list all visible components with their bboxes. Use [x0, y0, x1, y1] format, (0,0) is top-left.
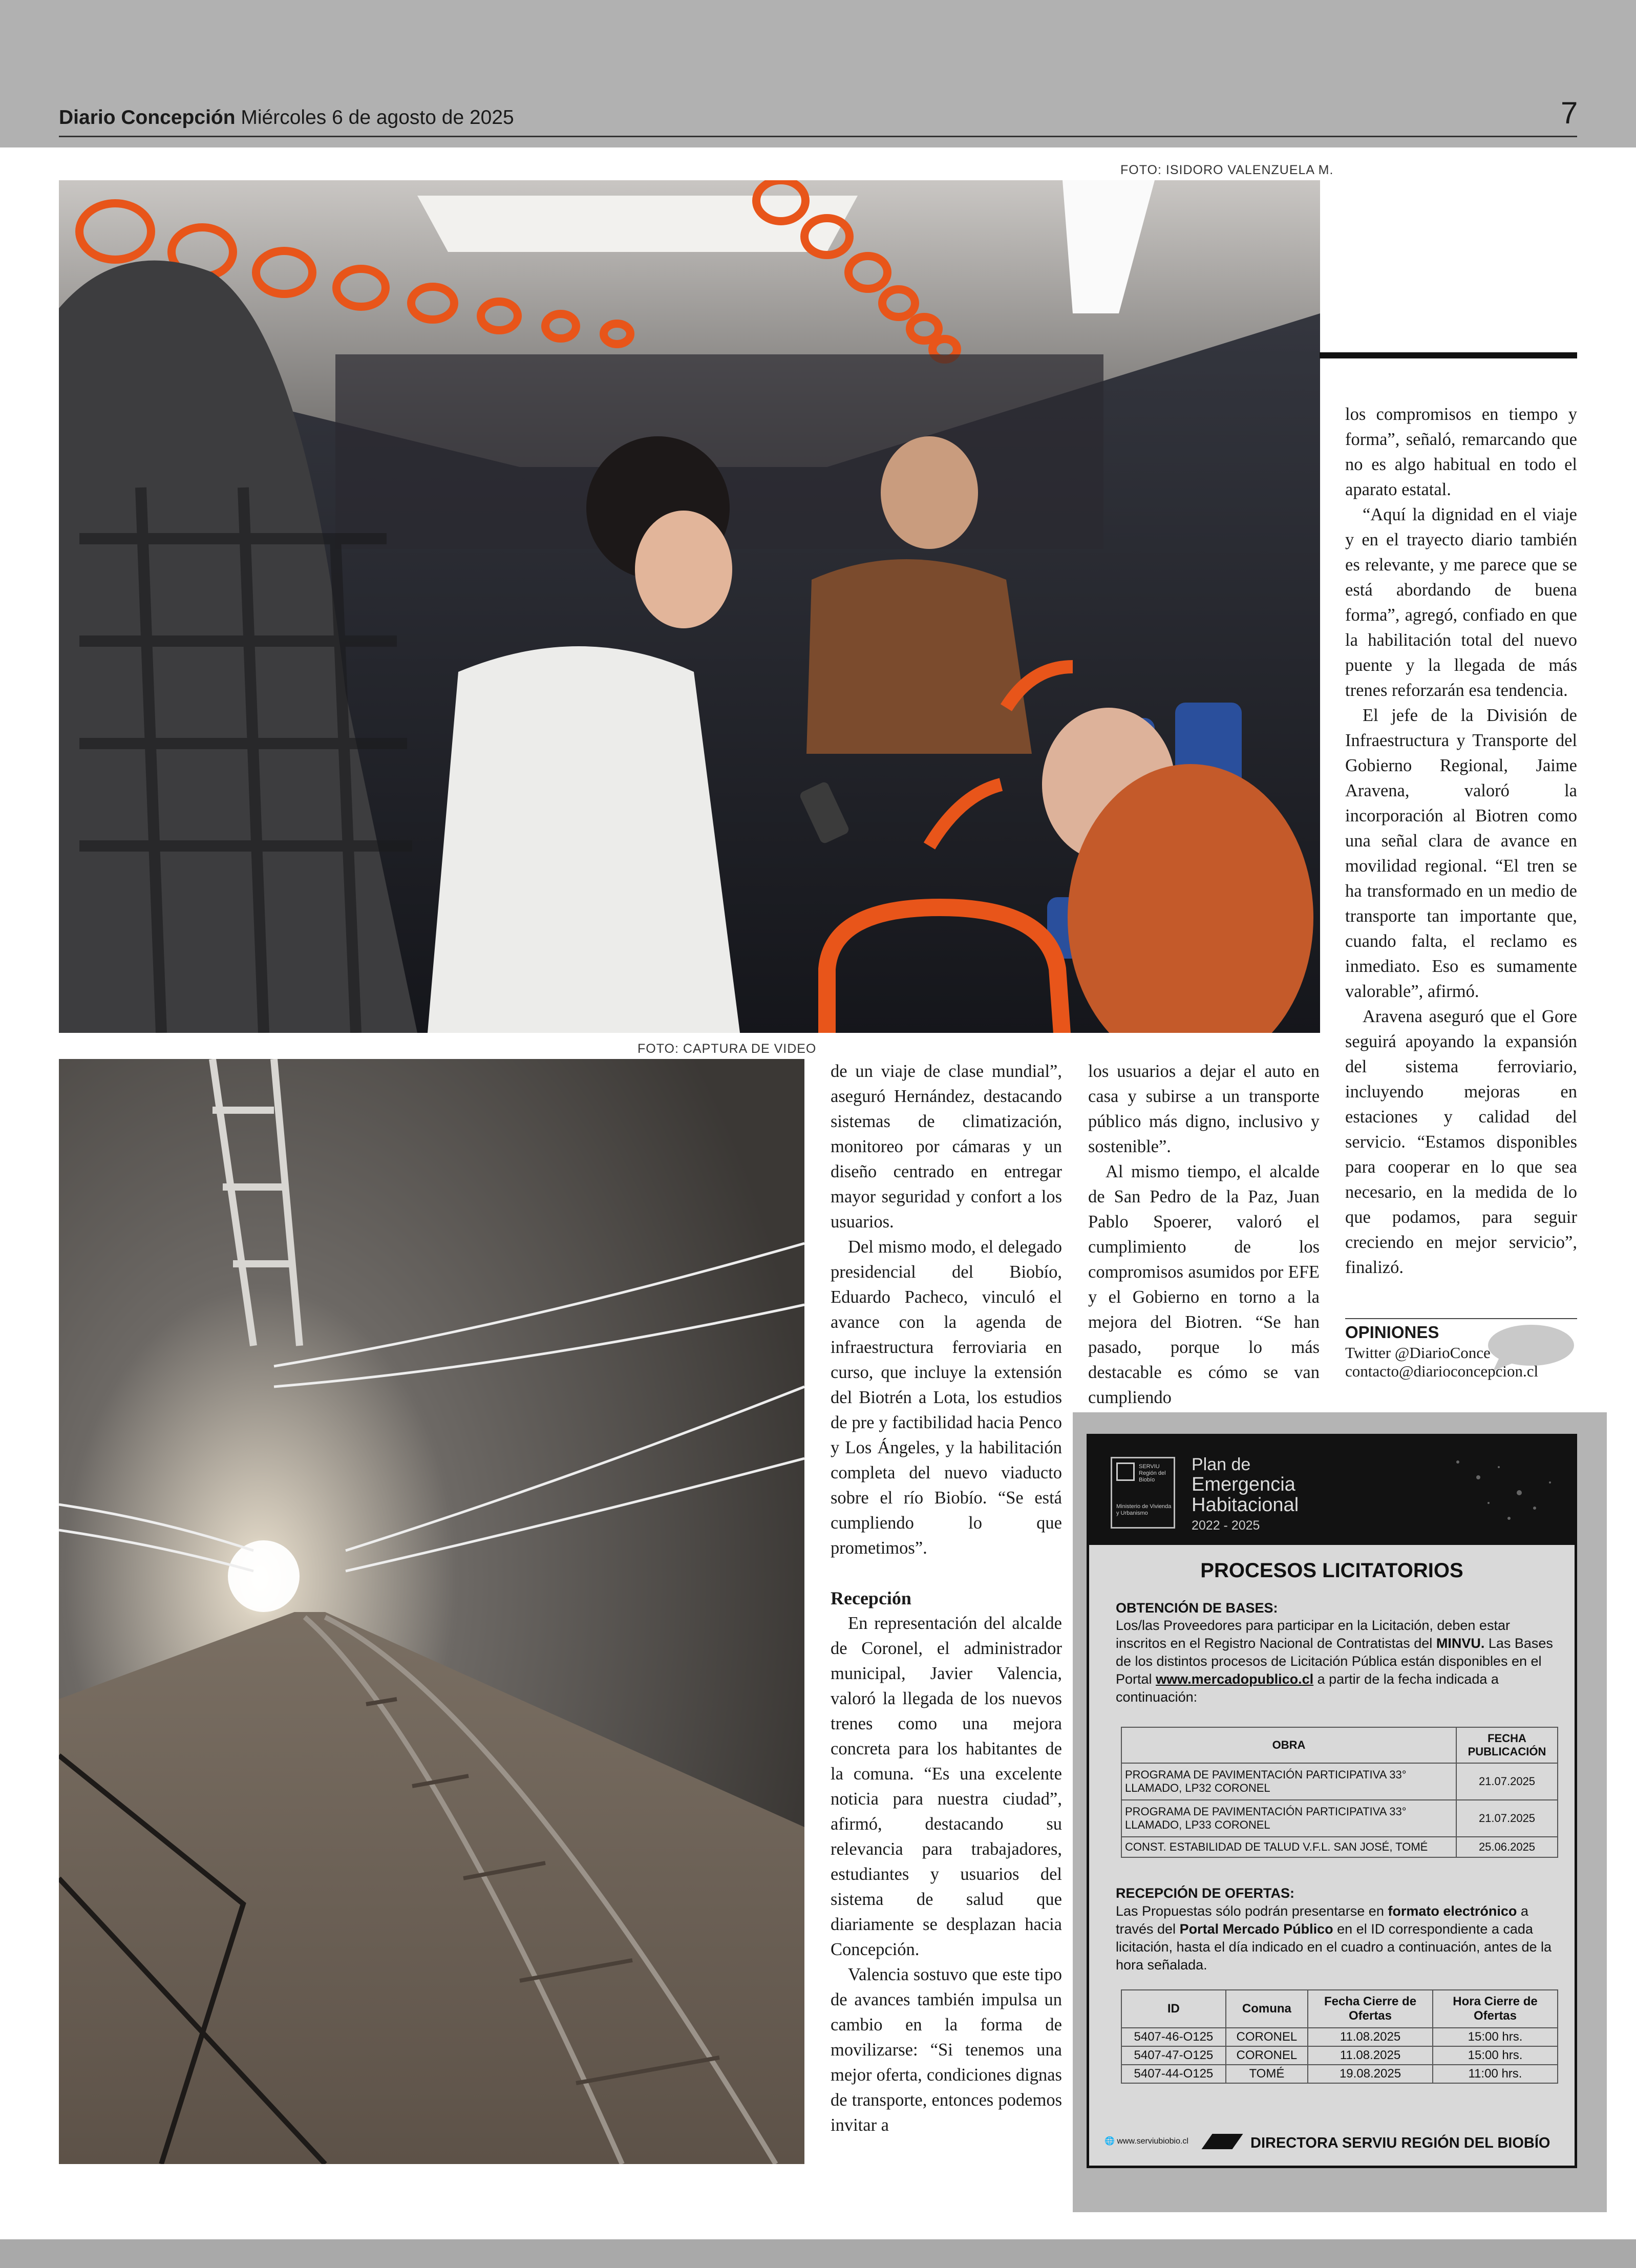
- issue-date: Miércoles 6 de agosto de 2025: [241, 107, 514, 129]
- twitter-handle[interactable]: Twitter @DiarioConce: [1345, 1344, 1491, 1362]
- opiniones-rule: [1345, 1318, 1577, 1319]
- table-row: CONST. ESTABILIDAD DE TALUD V.F.L. SAN JOSÉ, TOMÉ 25.06.2025: [1121, 1837, 1558, 1857]
- table-row: 5407-46-O125 CORONEL 11.08.2025 15:00 hrs.: [1121, 2028, 1558, 2046]
- bases-text: Los/las Proveedores para participar en la Licitación, deben estar inscritos en el Registro Nacional de Contratistas del MINVU. Las Bases de los distintos procesos de Licitación Pública están disponibles en el Portal www.mercadopublico.cl a partir de la fecha indicada a continuación:: [1116, 1618, 1553, 1705]
- paragraph: El jefe de la División de Infraestructura y Transporte del Gobierno Regional, Jaime Aravena, valoró la incorporación al Biotren como una señal clara de avance en movilidad regional. “El tren se ha transformado en un medio de transporte tan importante que, cuando falta, el reclamo es inmediato. Eso es sumamente valorable”, afirmó.: [1345, 706, 1577, 1001]
- ofertas-title: RECEPCIÓN DE OFERTAS:: [1116, 1885, 1295, 1901]
- logo-bottom-text: Ministerio de Vivienda y Urbanismo: [1116, 1503, 1172, 1516]
- bottom-photo-credit: FOTO: CAPTURA DE VIDEO: [638, 1042, 817, 1056]
- serviu-url[interactable]: 🌐 www.serviubiobio.cl: [1104, 2137, 1188, 2146]
- paper-name: Diario Concepción: [59, 107, 236, 129]
- page-header: [59, 107, 514, 129]
- table-row: PROGRAMA DE PAVIMENTACIÓN PARTICIPATIVA 33° LLAMADO, LP33 CORONEL 21.07.2025: [1121, 1800, 1558, 1837]
- contact-email[interactable]: contacto@diarioconcepcion.cl: [1345, 1362, 1539, 1380]
- paragraph: Aravena aseguró que el Gore seguirá apoyando la expansión del sistema ferroviario, incluyendo mejoras en estaciones y calidad del servicio. “Estamos disponibles para cooperar en lo que sea necesario, en la medida de lo que podamos, para seguir creciendo en mejor servicio”, finalizó.: [1345, 1007, 1577, 1277]
- decorative-dots-icon: [1448, 1447, 1565, 1534]
- ofertas-table: ID Comuna Fecha Cierre de Ofertas Hora Cierre de Ofertas 5407-46-O125 CORONEL 11.08.2025 15:00 hrs. 5407-47-O125 CORONEL 11.08.2025 15:00 hrs. 5407-44-O125 TOMÉ 19.08.2025 11:00 hrs.: [1121, 1989, 1558, 2084]
- paragraph: Al mismo tiempo, el alcalde de San Pedro de la Paz, Juan Pablo Spoerer, valoró el cumplimiento de los compromisos asumidos por EFE y el Gobierno en torno a la mejora del Biotren. “Se han pasado, porque lo más destacable es cómo se van cumpliendo: [1088, 1162, 1320, 1407]
- train-interior-photo: [59, 180, 1320, 1033]
- table-row: 5407-44-O125 TOMÉ 19.08.2025 11:00 hrs.: [1121, 2065, 1558, 2083]
- paragraph: de un viaje de clase mundial”, aseguró Hernández, destacando sistemas de climatización, monitoreo por cámaras y un diseño centrado en entregar mayor seguridad y confort a los usuarios.: [831, 1062, 1062, 1232]
- ad-header: [1089, 1436, 1575, 1545]
- footer-slash: [1201, 2134, 1243, 2149]
- serviu-logo: [1111, 1457, 1175, 1529]
- logo-top-text: SERVIU Región del Biobío: [1139, 1464, 1166, 1483]
- article-column-2: [1088, 1059, 1320, 1410]
- paragraph: Del mismo modo, el delegado presidencial del Biobío, Eduardo Pacheco, vinculó el avance con la agenda de infraestructura ferroviaria en curso, que incluye la extensión del Biotrén a Lota, los estudios de pre y factibilidad hacia Penco y Los Ángeles, y la habilitación completa del nuevo viaducto sobre el río Biobío. “Se está cumpliendo lo que prometimos”.: [831, 1237, 1062, 1558]
- ofertas-text: Las Propuestas sólo podrán presentarse en formato electrónico a través del Portal Mercado Público en el ID correspondiente a cada licitación, hasta el día indicado en el cuadro a continuación, antes de la hora señalada.: [1116, 1903, 1552, 1973]
- obras-table: OBRA FECHA PUBLICACIÓN PROGRAMA DE PAVIMENTACIÓN PARTICIPATIVA 33° LLAMADO, LP32 CORONEL 21.07.2025 PROGRAMA DE PAVIMENTACIÓN PARTICIPATIVA 33° LLAMADO, LP33 CORONEL 21.07.2025 CONST. ESTABILIDAD DE TALUD V.F.L. SAN JOSÉ, TOMÉ 25.06.2025: [1121, 1727, 1558, 1858]
- plan-years: 2022 - 2025: [1192, 1518, 1260, 1533]
- ad-title: PROCESOS LICITATORIOS: [1200, 1559, 1463, 1582]
- column-top-rule: [1320, 352, 1577, 358]
- paragraph: los usuarios a dejar el auto en casa y subirse a un transporte público más digno, inclusivo y sostenible”.: [1088, 1062, 1320, 1156]
- ad-footer: [1089, 2117, 1575, 2166]
- table-row: 5407-47-O125 CORONEL 11.08.2025 15:00 hrs.: [1121, 2046, 1558, 2065]
- opiniones-title: OPINIONES: [1345, 1323, 1439, 1342]
- serviu-ad: [1087, 1434, 1577, 2168]
- header-rule: [59, 136, 1577, 137]
- tunnel-photo: [59, 1059, 804, 2164]
- paragraph: los compromisos en tiempo y forma”, señaló, remarcando que no es algo habitual en todo el aparato estatal.: [1345, 405, 1577, 499]
- bottom-margin: [0, 2239, 1636, 2268]
- paragraph: En representación del alcalde de Coronel, el administrador municipal, Javier Valencia, valoró la llegada de los nuevos trenes como una mejora concreta para los habitantes de la comuna. “Es una excelente noticia para nuestra ciudad”, afirmó, destacando su relevancia para trabajadores, estudiantes y usuarios del sistema de salud que diariamente se desplazan hacia Concepción.: [831, 1614, 1062, 1959]
- subheading: Recepción: [831, 1588, 911, 1608]
- article-column-1: [831, 1059, 1062, 2138]
- footer-signature: DIRECTORA SERVIU REGIÓN DEL BIOBÍO: [1250, 2135, 1550, 2151]
- bases-title: OBTENCIÓN DE BASES:: [1116, 1600, 1278, 1616]
- paragraph: Valencia sostuvo que este tipo de avances también impulsa un cambio en la forma de movilizarse: “Si tenemos una mejor oferta, condiciones dignas de transporte, entonces podemos invitar a: [831, 1965, 1062, 2135]
- page-number: 7: [1561, 96, 1578, 130]
- globe-icon: 🌐: [1104, 2137, 1115, 2146]
- top-photo-credit: FOTO: ISIDORO VALENZUELA M.: [1120, 163, 1334, 177]
- mercadopublico-link[interactable]: www.mercadopublico.cl: [1156, 1671, 1314, 1687]
- plan-line-2: Emergencia Habitacional: [1192, 1474, 1299, 1516]
- logo-star-icon: [1116, 1462, 1135, 1481]
- paragraph: “Aquí la dignidad en el viaje y en el trayecto diario también es relevante, y me parece que se está abordando de buena forma”, agregó, confiado en que la habilitación total del nuevo puente y la llegada de más trenes reforzarán esa tendencia.: [1345, 505, 1577, 700]
- article-column-3: [1345, 402, 1577, 1280]
- plan-line-1: Plan de: [1192, 1455, 1251, 1474]
- table-row: PROGRAMA DE PAVIMENTACIÓN PARTICIPATIVA 33° LLAMADO, LP32 CORONEL 21.07.2025: [1121, 1763, 1558, 1800]
